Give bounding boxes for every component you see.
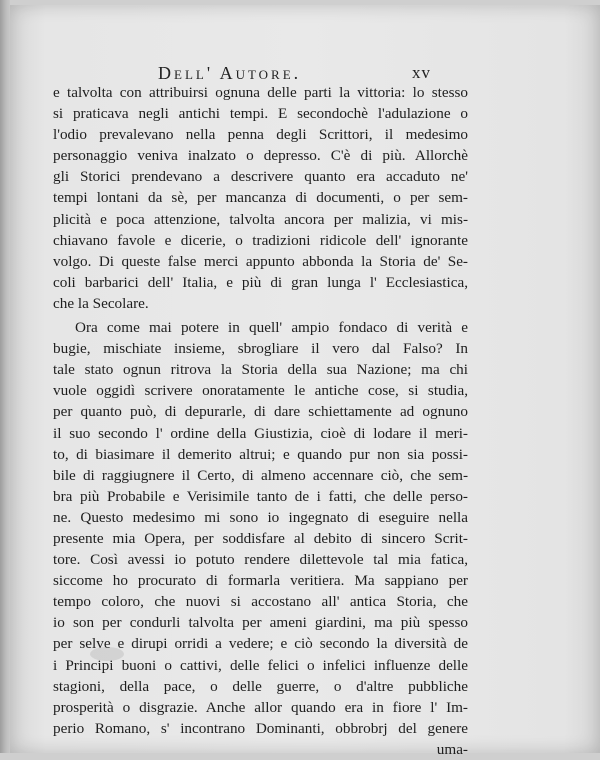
book-page xyxy=(10,5,600,758)
text-line: gli Storici prendevano a descrivere quanto era accaduto ne' xyxy=(53,168,468,186)
text-line: i Principi buoni o cattivi, delle felici o infelici influenze delle xyxy=(53,656,468,674)
text-line: plicità e poca attenzione, talvolta ancora per malizia, vi mis- xyxy=(53,210,468,228)
text-line: il suo secondo l' ordine della Giustizia, cioè di lodare il meri- xyxy=(53,424,468,442)
text-line: vuole oggidì scrivere onoratamente le antiche cose, si studia, xyxy=(53,382,468,400)
text-line: volgo. Di queste false merci appunto abbonda la Storia de' Se- xyxy=(53,252,468,270)
paragraph-2 xyxy=(53,317,468,739)
text-line: chiavano favole e dicerie, o tradizioni ridicole dell' ignorante xyxy=(53,231,468,249)
text-line: tempi lontani da sè, per mancanza di documenti, o per sem- xyxy=(53,189,468,207)
text-line: e talvolta con attribuirsi ognuna delle parti la vittoria: lo stesso xyxy=(53,84,468,101)
text-line: l'odio prevalevano nella penna degli Scrittori, il medesimo xyxy=(53,126,468,144)
paragraph-1 xyxy=(53,82,468,314)
text-line: bugie, mischiate insieme, sbrogliare il vero dal Falso? In xyxy=(53,340,468,358)
text-line: tore. Così avessi io potuto rendere dilettevole tal mia fatica, xyxy=(53,551,468,569)
text-line: perio Romano, s' incontrano Dominanti, obbrobrj del genere xyxy=(53,719,468,737)
text-line: stagioni, della pace, o delle guerre, o d'altre pubbliche xyxy=(53,677,468,695)
text-line: coli barbarici dell' Italia, e più di gran lunga l' Ecclesiastica, xyxy=(53,273,468,291)
book-spine-shadow xyxy=(0,0,10,753)
text-line: prosperità o disgrazie. Anche allor quando era in fiore l' Im- xyxy=(53,698,468,716)
text-line: tempo coloro, che nuovi si accostano all' antica Storia, che xyxy=(53,593,468,611)
text-line: to, di biasimare il demerito altrui; e quando pur non sia possi- xyxy=(53,445,468,463)
text-line: ne. Questo medesimo mi sono io ingegnato di eseguire nella xyxy=(53,508,468,526)
text-line: per selve e dirupi orridi a vedere; e ciò secondo la diversità de xyxy=(53,635,468,653)
paper-stain xyxy=(90,647,124,661)
text-line: bra più Probabile e Verisimile tanto de i fatti, che delle perso- xyxy=(53,487,468,505)
text-line: si praticava negli antichi tempi. E secondochè l'adulazione o xyxy=(53,105,468,123)
text-line: personaggio veniva inalzato o depresso. C'è di più. Allorchè xyxy=(53,147,468,165)
page-number: xv xyxy=(412,63,431,82)
text-line: presente mia Opera, per soddisfare al debito di sincero Scrit- xyxy=(53,529,468,547)
running-title: Dell' Autore. xyxy=(158,63,302,83)
text-line: bile di raggiugnere il Certo, di almeno accennare ciò, che sem- xyxy=(53,466,468,484)
text-line: io son per condurli talvolta per ameni giardini, ma più spesso xyxy=(53,614,468,632)
text-line: per quanto può, di depurarle, di dare schiettamente ad ognuno xyxy=(53,403,468,421)
text-line: siccome ho procurato di formarla veritiera. Ma sappiano per xyxy=(53,572,468,590)
catchword: uma- xyxy=(436,740,468,758)
text-line: che la Secolare. xyxy=(53,294,149,312)
text-line: Ora come mai potere in quell' ampio fondaco di verità e xyxy=(75,319,468,337)
text-line: tale stato ognun ritrova la Storia della sua Nazione; ma chi xyxy=(53,361,468,379)
